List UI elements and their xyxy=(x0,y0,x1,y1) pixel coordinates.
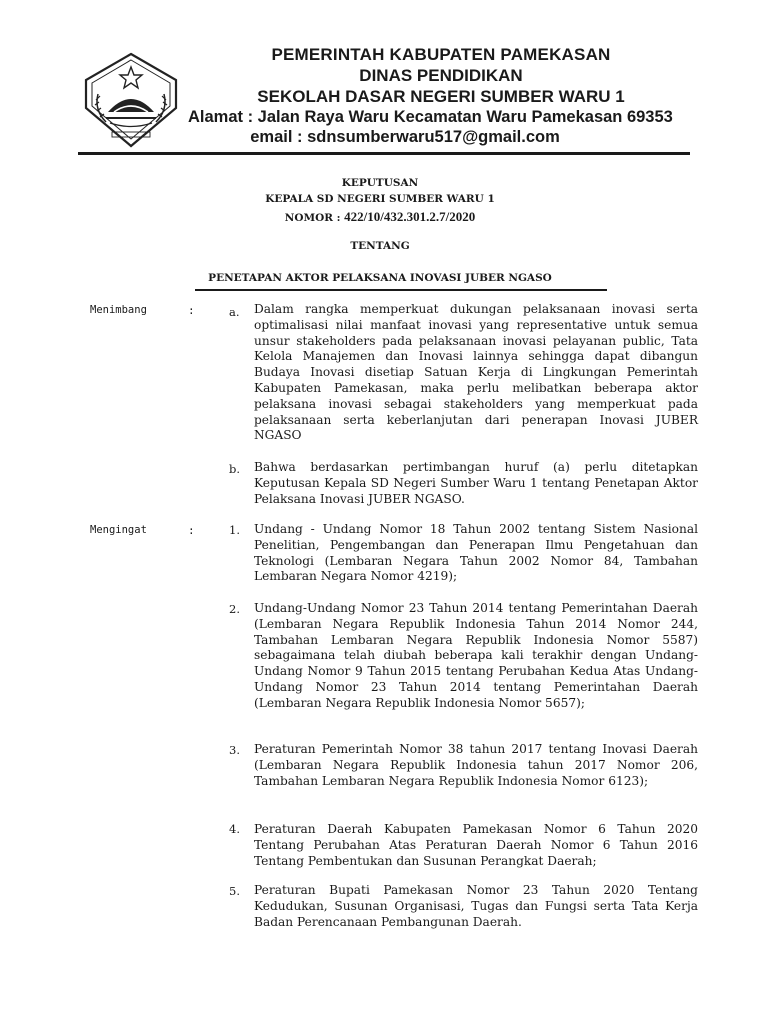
section-colon: : xyxy=(188,304,195,317)
letterhead-email: email : sdnsumberwaru517@gmail.com xyxy=(250,128,560,146)
legal-basis-item: Peraturan Pemerintah Nomor 38 tahun 2017 tentang Inovasi Daerah (Lembaran Negara Republik Indonesia tahun 2017 Nomor 206, Tambahan Lembaran Negara Republik Indonesia Nomor 6123); xyxy=(254,742,698,788)
legal-basis-item: Peraturan Daerah Kabupaten Pamekasan Nomor 6 Tahun 2020 Tentang Perubahan Atas Peraturan Daerah Nomor 6 Tahun 2016 Tentang Pembentukan dan Susunan Perangkat Daerah; xyxy=(254,822,698,868)
consideration-item: Dalam rangka memperkuat dukungan pelaksanaan inovasi serta optimalisasi nilai manfaat inovasi yang representative untuk semua unsur stakeholders pada pelaksanaan inovasi pelayanan public, Tata Kelola Manajemen dan Inovasi lainnya sehingga dapat dibangun Budaya Inovasi disetiap Satuan Kerja di Lingkungan Pemerintah Kabupaten Pamekasan, maka perlu melibatkan beberapa aktor pelaksana inovasi sebagai stakeholders yang memperkuat pada pelaksanaan serta keberlanjutan dari penerapan Inovasi JUBER NGASO xyxy=(254,302,698,443)
decision-number-label: NOMOR : xyxy=(284,212,345,224)
section-colon: : xyxy=(188,524,195,537)
decision-issuer: KEPALA SD NEGERI SUMBER WARU 1 xyxy=(265,193,495,205)
legal-basis-item: Undang - Undang Nomor 18 Tahun 2002 tentang Sistem Nasional Penelitian, Pengembangan dan Penerapan Ilmu Pengetahuan dan Teknologi (Lembaran Negara Tahun 2002 Nomor 84, Tambahan Lembaran Negara Nomor 4219); xyxy=(254,522,698,584)
letterhead-government: PEMERINTAH KABUPATEN PAMEKASAN xyxy=(271,45,611,64)
list-marker: a. xyxy=(229,305,240,319)
decision-number xyxy=(100,209,660,225)
consideration-item: Bahwa berdasarkan pertimbangan huruf (a) perlu ditetapkan Keputusan Kepala SD Negeri Sumber Waru 1 tentang Penetapan Aktor Pelaksana Inovasi JUBER NGASO. xyxy=(254,460,698,506)
legal-basis-item: Undang-Undang Nomor 23 Tahun 2014 tentang Pemerintahan Daerah (Lembaran Negara Republik Indonesia Tahun 2014 Nomor 244, Tambahan Lembaran Negara Republik Indonesia Nomor 5587) sebagaimana telah diubah beberapa kali terakhir dengan Undang-Undang Nomor 9 Tahun 2015 tentang Perubahan Kedua Atas Undang-Undang Nomor 23 Tahun 2014 tentang Pemerintahan Daerah (Lembaran Negara Republik Indonesia Nomor 5657); xyxy=(254,601,698,710)
letterhead-divider xyxy=(78,152,690,155)
list-marker: 3. xyxy=(229,743,240,757)
letterhead-address: Alamat : Jalan Raya Waru Kecamatan Waru Pamekasan 69353 xyxy=(188,108,673,126)
list-marker: b. xyxy=(229,462,241,476)
decision-about: TENTANG xyxy=(350,240,410,252)
section-label-menimbang: Menimbang xyxy=(90,304,147,316)
list-marker: 1. xyxy=(229,523,240,537)
decision-number-value: 422/10/432.301.2.7/2020 xyxy=(344,209,476,224)
section-label-mengingat: Mengingat xyxy=(90,524,147,536)
subject-divider xyxy=(195,289,607,291)
letterhead-department: DINAS PENDIDIKAN xyxy=(359,66,523,85)
letterhead-school: SEKOLAH DASAR NEGERI SUMBER WARU 1 xyxy=(257,87,625,106)
letterhead xyxy=(186,44,696,107)
legal-basis-item: Peraturan Bupati Pamekasan Nomor 23 Tahun 2020 Tentang Kedudukan, Susunan Organisasi, Tugas dan Fungsi serta Tata Kerja Badan Perencanaan Pembangunan Daerah. xyxy=(254,883,698,929)
list-marker: 4. xyxy=(229,822,240,836)
decision-title: KEPUTUSAN xyxy=(341,177,419,189)
list-marker: 2. xyxy=(229,602,240,616)
decision-subject: PENETAPAN AKTOR PELAKSANA INOVASI JUBER NGASO xyxy=(208,272,552,284)
list-marker: 5. xyxy=(229,884,240,898)
